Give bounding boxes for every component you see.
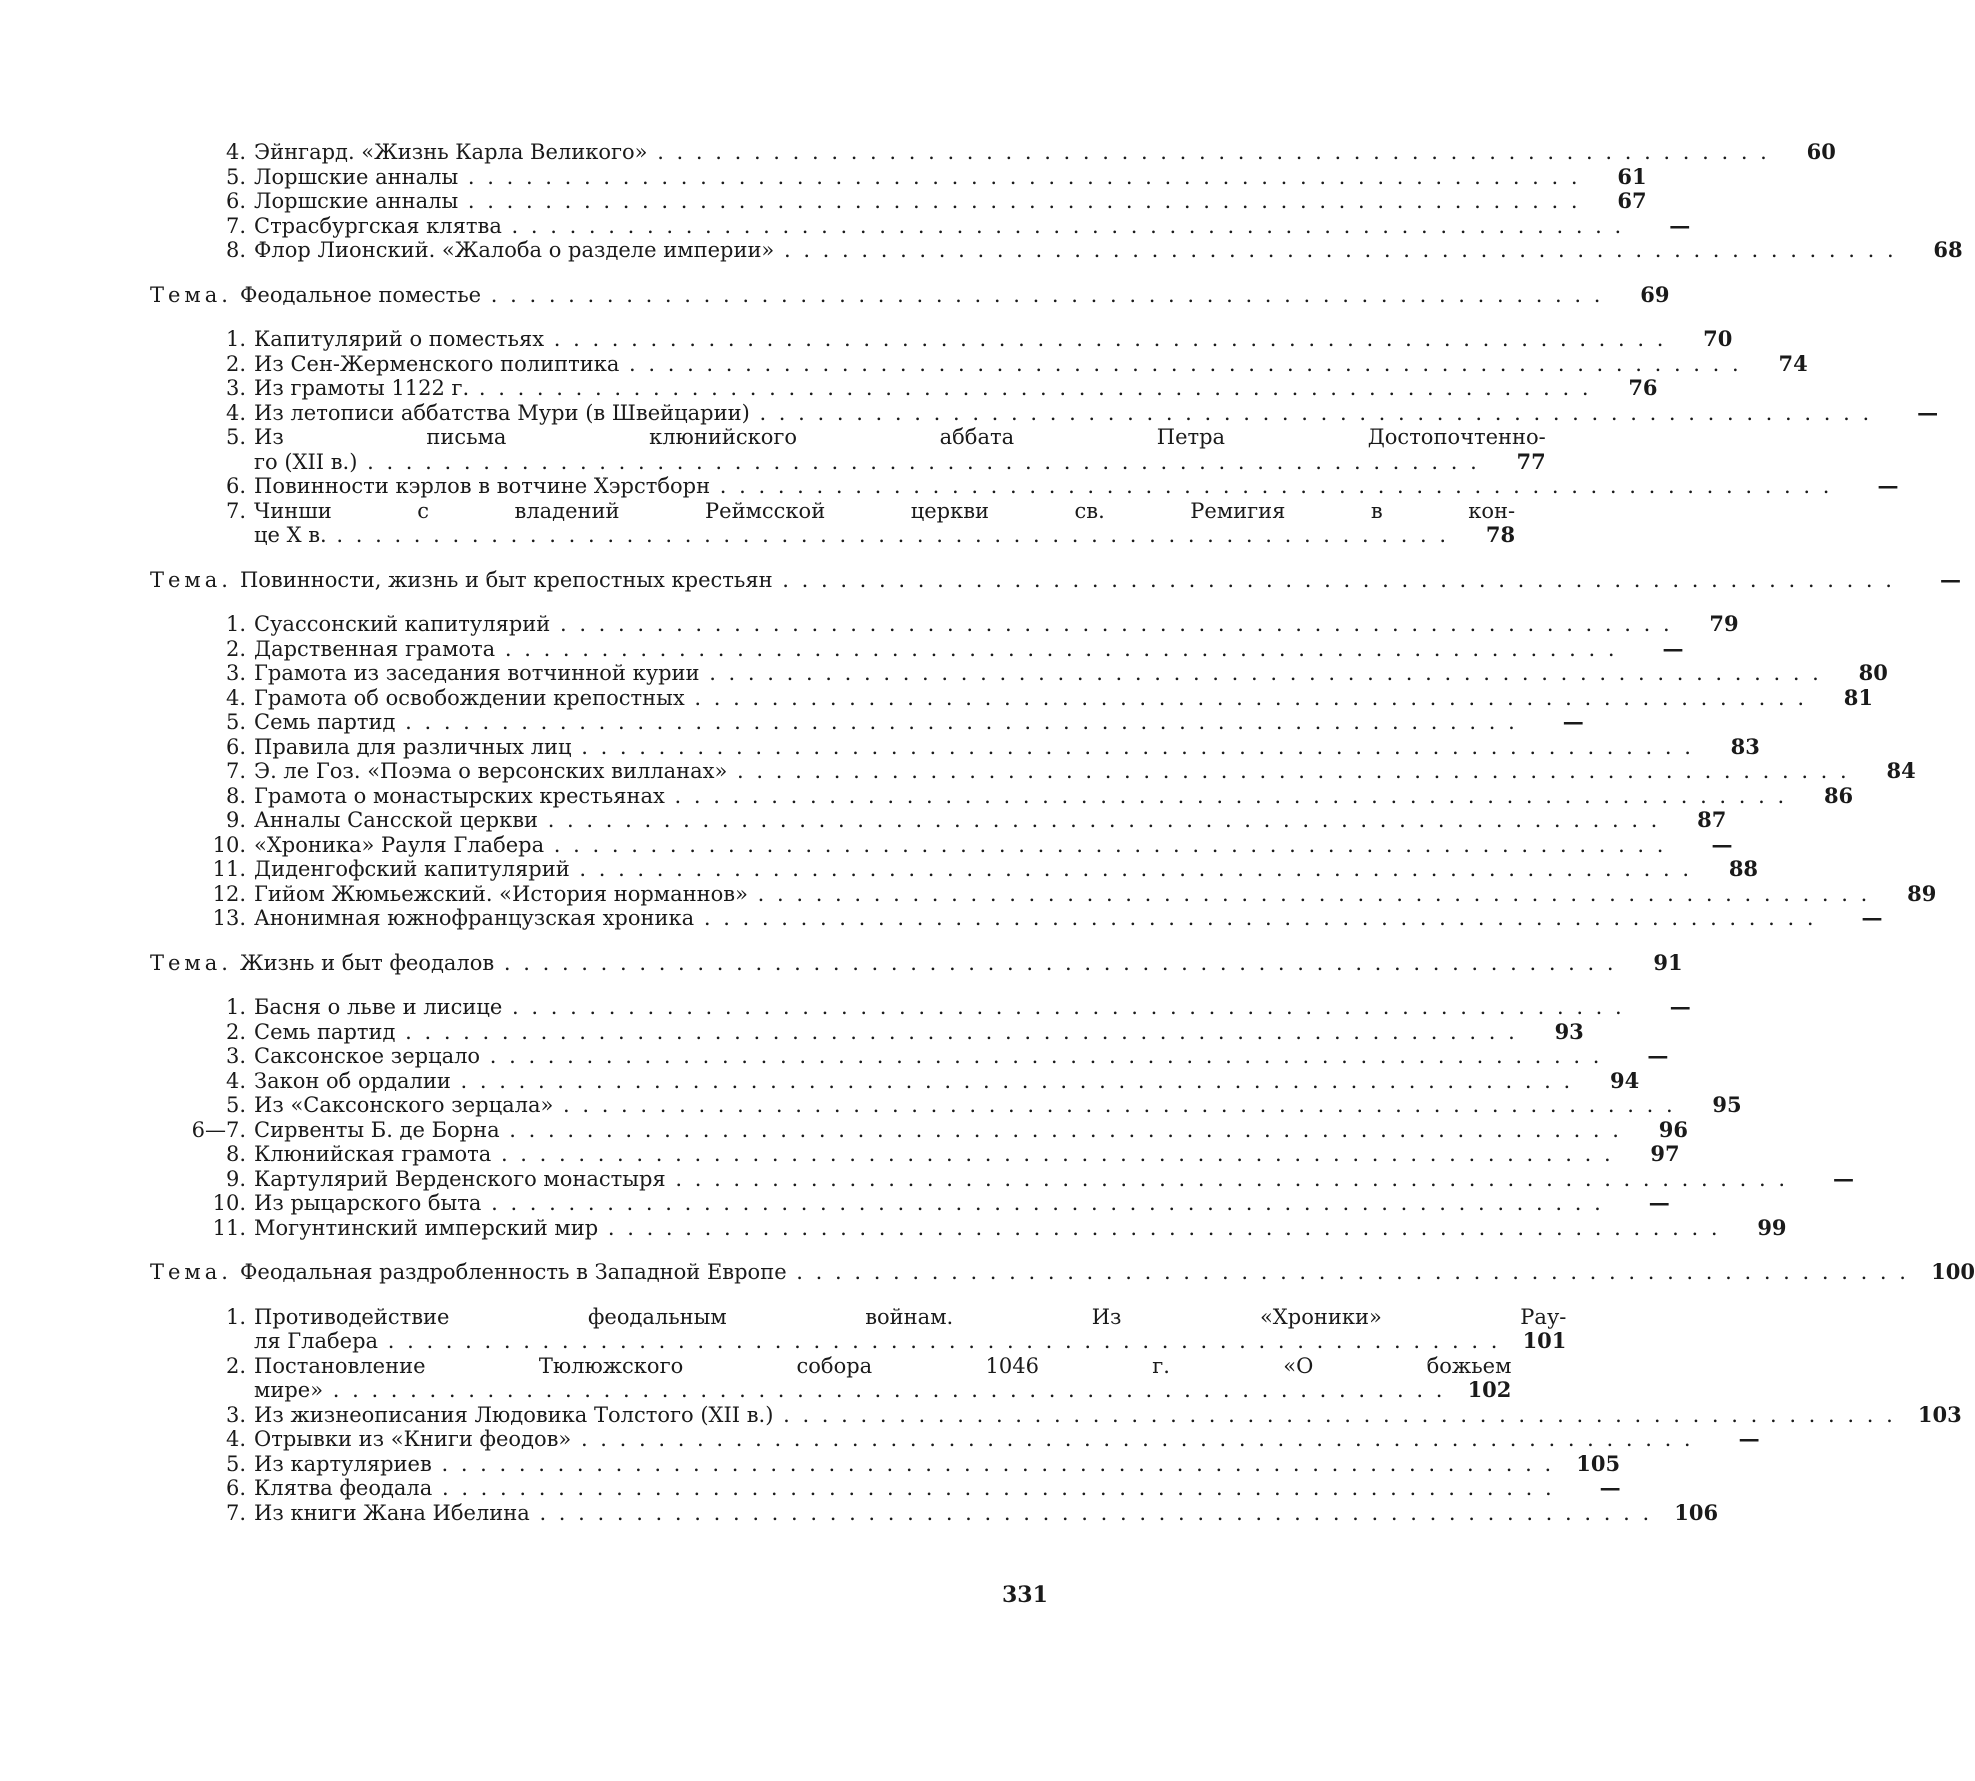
item-page: 87 (1697, 807, 1727, 832)
list-item (150, 1116, 1688, 1143)
item-title: Из Сен-Жерменского полиптика . . . (254, 352, 1742, 377)
item-number: 5. (225, 425, 246, 449)
item-page: — (1877, 473, 1899, 498)
list-item (150, 1401, 1962, 1428)
list-item (150, 1304, 1567, 1354)
list-item (150, 1018, 1584, 1045)
item-page: 74 (1778, 350, 1808, 376)
item-title: Закон об ордалии . . . (254, 1069, 1573, 1094)
list-item (150, 1043, 1669, 1069)
section-page: — (1939, 566, 1961, 592)
list-item (150, 1499, 1719, 1526)
item-page: — (1833, 1165, 1855, 1191)
list-item (150, 1353, 1512, 1403)
item-number: 7. (225, 1500, 246, 1525)
item-number: 1. (225, 612, 246, 636)
item-page: 80 (1858, 660, 1888, 685)
item-number: 5. (225, 1093, 246, 1117)
item-number: 1. (225, 995, 246, 1019)
list-item (150, 684, 1874, 711)
item-page: — (1861, 905, 1883, 930)
list-item (150, 831, 1733, 858)
item-page: — (1648, 1190, 1670, 1215)
item-page: 81 (1843, 684, 1874, 710)
list-item (150, 1214, 1787, 1241)
item-number: 2. (225, 1019, 246, 1044)
item-title: Семь партид . . . (254, 710, 1518, 735)
list-item (150, 1190, 1670, 1216)
item-title: Басня о льве и лисице . . . (254, 995, 1625, 1020)
list-item (150, 709, 1584, 735)
item-title: Из картуляриев . . . (254, 1452, 1554, 1477)
item-page: — (1669, 212, 1691, 238)
item-number: 10. (212, 1191, 246, 1215)
item-title: Из летописи аббатства Мури (в Швейцарии) . . . (254, 401, 1872, 426)
list-item (150, 1165, 1855, 1192)
item-title: Анналы Сансской церкви . . . (254, 808, 1660, 833)
section-page: 91 (1653, 949, 1683, 975)
section-title: Феодальное поместье . . . (240, 283, 1603, 308)
list-item (150, 880, 1937, 907)
item-number: 6—7. (191, 1117, 246, 1142)
item-title: Сирвенты Б. де Борна . . . (254, 1118, 1622, 1143)
item-title: Клятва феодала . . . (254, 1476, 1555, 1501)
item-number: 3. (225, 376, 246, 400)
section-heading (150, 1259, 1975, 1285)
item-title: Грамота об освобождении крепостных . . . (254, 686, 1807, 711)
list-item (150, 807, 1727, 833)
item-title: Гийом Жюмьежский. «История норманнов» . . . (254, 882, 1870, 907)
item-number: 1. (225, 327, 246, 351)
item-page: 60 (1806, 139, 1836, 164)
item-number: 3. (225, 661, 246, 685)
list-item (150, 1141, 1680, 1167)
item-page: 89 (1907, 880, 1937, 906)
section-title: Повинности, жизнь и быт крепостных крестьян . . . (240, 568, 1895, 593)
item-page: 86 (1823, 782, 1854, 808)
item-number: 5. (225, 710, 246, 734)
list-item (150, 139, 1836, 165)
item-number: 6. (225, 189, 246, 213)
top-items (150, 139, 1963, 263)
section-heading (150, 566, 1961, 593)
item-number: 7. (225, 213, 246, 238)
section-title: Жизнь и быт феодалов . . . (240, 951, 1617, 976)
item-number: 11. (212, 857, 246, 881)
item-title: Флор Лионский. «Жалоба о разделе империи» . . . (254, 238, 1897, 263)
item-page: — (1562, 709, 1584, 734)
list-item (150, 1450, 1621, 1477)
list-item (150, 1426, 1760, 1452)
list-item (150, 350, 1808, 377)
item-title: Дарственная грамота . . . (254, 637, 1618, 662)
item-title: Из грамоты 1122 г. . . . (254, 376, 1592, 401)
section-label: Тема. (150, 282, 232, 307)
list-item (150, 905, 1883, 931)
item-number: 2. (225, 1353, 246, 1378)
item-title-line1: Постановление Тюлюжского собора 1046 г. «О божьем (254, 1353, 1512, 1378)
item-number: 2. (225, 636, 246, 661)
item-title: Грамота из заседания вотчинной курии . . . (254, 661, 1822, 686)
item-page: 78 (1485, 522, 1516, 547)
item-page: 101 (1522, 1328, 1567, 1353)
item-page: 93 (1554, 1018, 1584, 1044)
section-items (150, 326, 1939, 548)
list-item (150, 856, 1759, 882)
section-heading (150, 281, 1670, 308)
item-page: 103 (1917, 1401, 1962, 1427)
item-title: «Хроника» Рауля Глабера . . . (254, 833, 1666, 858)
section-page: 100 (1931, 1259, 1975, 1284)
item-page: 79 (1709, 611, 1739, 636)
list-item (150, 758, 1916, 784)
list-item (150, 1475, 1621, 1501)
item-number: 4. (225, 400, 246, 425)
list-item (150, 782, 1854, 809)
section-items (150, 1304, 1962, 1526)
item-title: Грамота о монастырских крестьянах . . . (254, 784, 1787, 809)
section-label: Тема. (150, 950, 232, 975)
item-number: 13. (212, 906, 246, 930)
item-page: 96 (1658, 1116, 1688, 1142)
section-label: Тема. (150, 567, 232, 592)
item-title: Могунтинский имперский мир . . . (254, 1216, 1721, 1241)
list-item (150, 237, 1963, 263)
item-title: Клюнийская грамота . . . (254, 1142, 1614, 1167)
item-number: 10. (212, 832, 246, 857)
item-page: 94 (1609, 1067, 1640, 1093)
list-item (150, 994, 1691, 1020)
section-items (150, 994, 1855, 1240)
item-page: 76 (1628, 375, 1658, 400)
item-page: — (1738, 1426, 1760, 1451)
item-title: Саксонское зерцало . . . (254, 1044, 1602, 1069)
list-item (150, 425, 1546, 474)
list-item (150, 1092, 1742, 1118)
item-number: 2. (225, 351, 246, 376)
list-item (150, 733, 1760, 760)
section-label: Тема. (150, 1260, 232, 1284)
item-title: Суассонский капитулярий . . . (254, 612, 1673, 637)
item-page: 61 (1617, 163, 1647, 189)
item-title-line2: го (XII в.) . . . (254, 450, 1480, 475)
item-number: 7. (225, 759, 246, 783)
item-title-line1: Из письма клюнийского аббата Петра Достопочтенно- (254, 425, 1546, 449)
item-number: 8. (225, 783, 246, 808)
item-page: — (1669, 994, 1691, 1019)
item-title: Правила для различных лиц . . . (254, 735, 1694, 760)
item-title: Лоршские анналы . . . (254, 189, 1581, 214)
item-title-line1: Противодействие феодальным войнам. Из «Хроники» Рау- (254, 1304, 1567, 1329)
list-item (150, 375, 1658, 401)
item-number: 3. (225, 1402, 246, 1427)
item-number: 9. (225, 808, 246, 832)
item-number: 12. (212, 881, 246, 906)
item-title: Картулярий Верденского монастыря . . . (254, 1167, 1788, 1192)
item-page: 106 (1674, 1499, 1719, 1525)
item-page: — (1917, 399, 1939, 425)
list-item (150, 326, 1733, 352)
item-page: — (1711, 831, 1733, 857)
item-title: Из «Саксонского зерцала» . . . (254, 1093, 1676, 1118)
item-page: 102 (1467, 1377, 1512, 1402)
item-number: 4. (225, 1427, 246, 1451)
item-title-line2: це X в. . . . (254, 523, 1449, 548)
item-title-line2: ля Глабера . . . (254, 1329, 1500, 1354)
item-title: Диденгофский капитулярий . . . (254, 857, 1692, 882)
list-item (150, 188, 1647, 214)
list-item (150, 660, 1888, 686)
item-page: 68 (1933, 237, 1963, 262)
list-item (150, 399, 1939, 426)
item-title: Из жизнеописания Людовика Толстого (XII в.) . . . (254, 1403, 1896, 1428)
item-page: 84 (1886, 758, 1916, 783)
item-title-line1: Чинши с владений Реймсской церкви св. Ремигия в кон- (254, 498, 1516, 523)
item-number: 1. (225, 1304, 246, 1329)
item-number: 3. (225, 1044, 246, 1068)
item-title: Повинности кэрлов в вотчине Хэрстборн . . . (254, 474, 1832, 499)
item-page: — (1647, 1043, 1669, 1068)
list-item (150, 611, 1739, 637)
list-item (150, 473, 1899, 499)
list-item (150, 212, 1691, 239)
item-title: Из рыцарского быта . . . (254, 1191, 1604, 1216)
list-item (150, 498, 1516, 548)
item-title: Семь партид . . . (254, 1020, 1518, 1045)
page-number: 331 (1002, 1582, 1048, 1608)
item-title: Анонимная южнофранцузская хроника . . . (254, 906, 1817, 931)
item-number: 6. (225, 734, 246, 759)
item-title: Эйнгард. «Жизнь Карла Великого» . . . (254, 140, 1770, 165)
list-item (150, 635, 1684, 662)
item-number: 11. (212, 1215, 246, 1240)
section-heading (150, 949, 1683, 976)
list-item (150, 163, 1647, 190)
item-page: 88 (1728, 856, 1759, 881)
item-number: 4. (225, 140, 246, 164)
item-number: 6. (225, 474, 246, 498)
item-title: Лоршские анналы . . . (254, 165, 1581, 190)
item-title: Капитулярий о поместьях . . . (254, 327, 1666, 352)
item-number: 8. (225, 238, 246, 262)
item-title: Э. ле Гоз. «Поэма о версонских вилланах» . . . (254, 759, 1850, 784)
item-number: 8. (225, 1142, 246, 1166)
item-page: 99 (1757, 1214, 1787, 1240)
item-number: 7. (225, 498, 246, 523)
item-title: Из книги Жана Ибелина . . . (254, 1501, 1652, 1526)
item-page: 97 (1650, 1141, 1680, 1166)
section-page: 69 (1640, 281, 1670, 307)
item-page: 77 (1516, 448, 1546, 474)
item-number: 9. (225, 1166, 246, 1191)
item-number: 6. (225, 1476, 246, 1500)
item-page: — (1662, 635, 1684, 661)
section-title: Феодальная раздробленность в Западной Европе . . . (240, 1260, 1909, 1285)
item-page: 67 (1617, 188, 1647, 213)
table-of-contents (150, 139, 1975, 1531)
item-number: 5. (225, 1451, 246, 1476)
section-items (150, 611, 1937, 931)
item-title-line2: мире» . . . (254, 1378, 1445, 1403)
item-page: — (1599, 1475, 1621, 1500)
list-item (150, 1067, 1640, 1094)
item-page: 105 (1576, 1450, 1621, 1476)
item-page: 83 (1730, 733, 1760, 759)
item-number: 5. (225, 164, 246, 189)
item-number: 4. (225, 1068, 246, 1093)
item-page: 70 (1703, 326, 1733, 351)
item-title: Отрывки из «Книги феодов» . . . (254, 1427, 1694, 1452)
item-number: 4. (225, 685, 246, 710)
item-page: 95 (1712, 1092, 1742, 1117)
item-title: Страсбургская клятва . . . (254, 214, 1624, 239)
